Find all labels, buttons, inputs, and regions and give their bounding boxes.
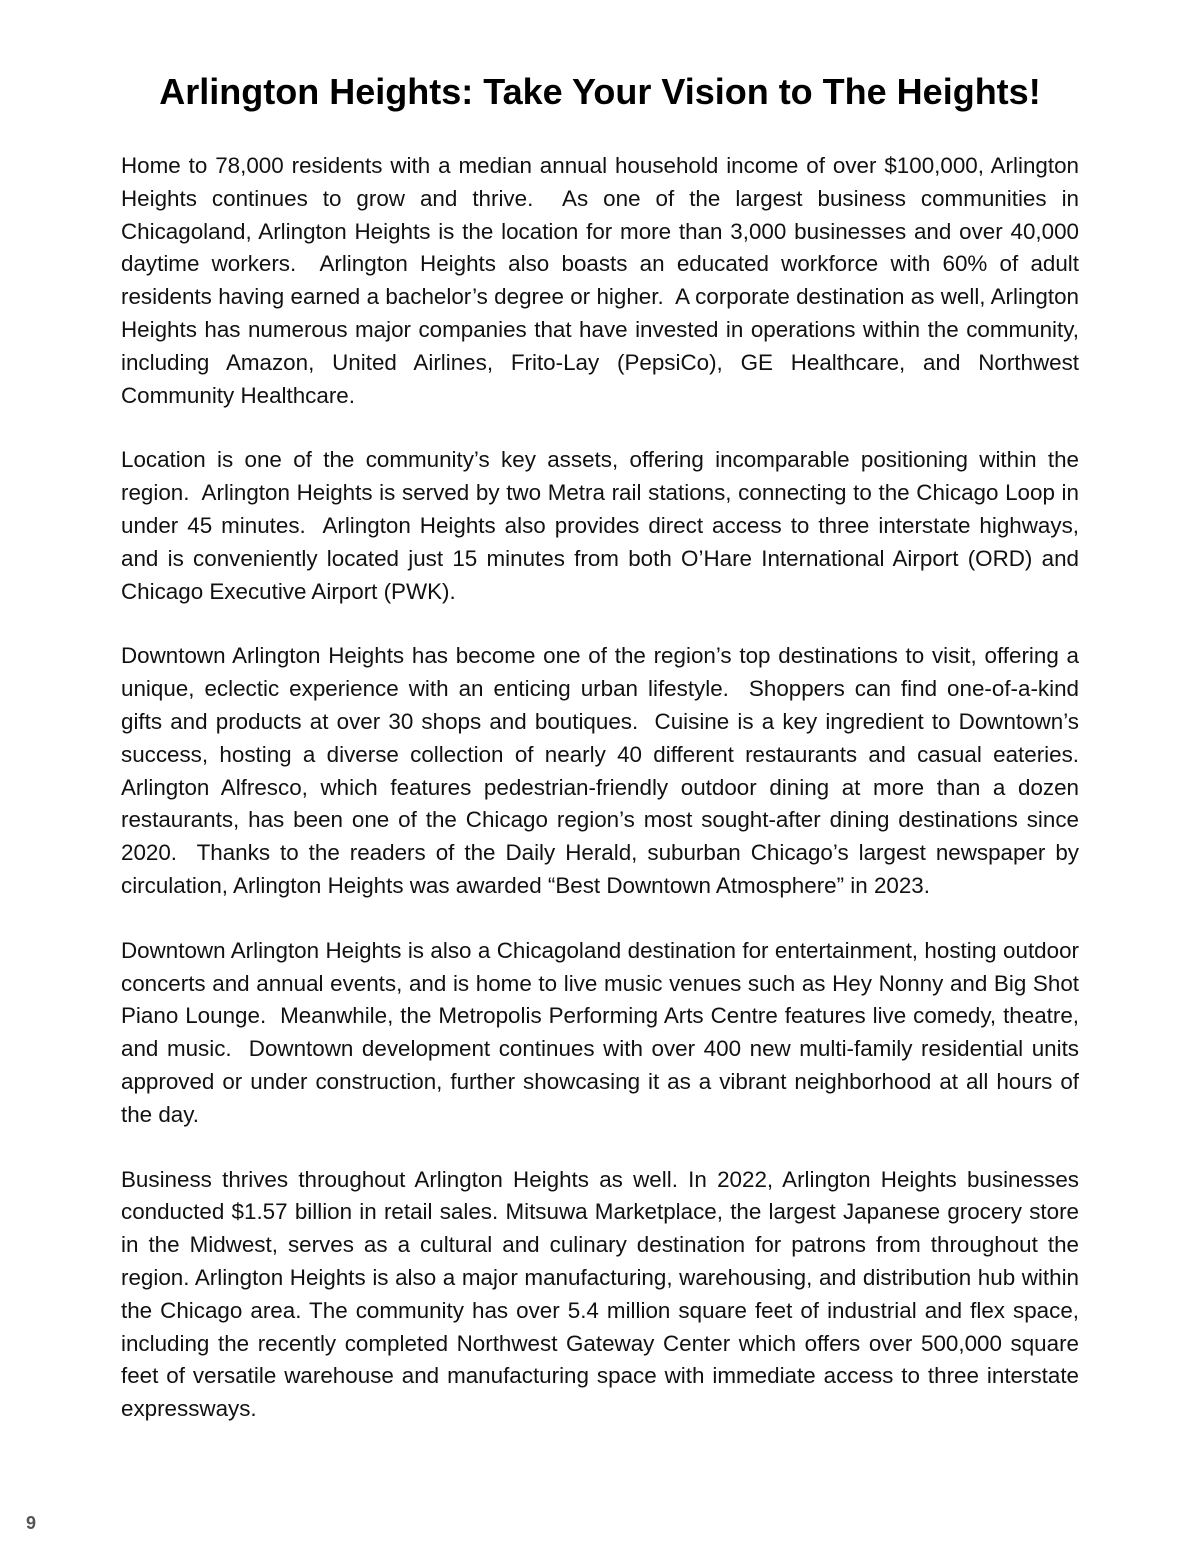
paragraph-business: Business thrives throughout Arlington Heights as well. In 2022, Arlington Heights businesses conducted $1.57 billion in retail sales. Mitsuwa Marketplace, the largest Japanese grocery store in the Midwest, serves as a cultural and culinary destination for patrons from throughout the region. Arlington Heights is also a major manufacturing, warehousing, and distribution hub within the Chicago area. The community has over 5.4 million square feet of industrial and flex space, including the recently completed Northwest Gateway Center which offers over 500,000 square feet of versatile warehouse and manufacturing space with immediate access to three interstate expressways. (121, 1166, 1086, 1422)
document-body (121, 150, 1092, 1458)
paragraph-downtown: Downtown Arlington Heights has become one of the region’s top destinations to visit, offering a unique, eclectic experience with an enticing urban lifestyle. Shoppers can find one-of-a-kind gifts and products at over 30 shops and boutiques. Cuisine is a key ingredient to Downtown’s success, hosting a diverse collection of nearly 40 different restaurants and casual eateries. Arlington Alfresco, which features pedestrian-friendly outdoor dining at more than a dozen restaurants, has been one of the Chicago region’s most sought-after dining destinations since 2020. Thanks to the readers of the Daily Herald, suburban Chicago’s largest newspaper by circulation, Arlington Heights was awarded “Best Downtown Atmosphere” in 2023. (121, 643, 1092, 898)
page-number: 9 (26, 1513, 37, 1533)
paragraph-entertainment: Downtown Arlington Heights is also a Chicagoland destination for entertainment, hosting outdoor concerts and annual events, and is home to live music venues such as Hey Nonny and Big Shot Piano Lounge. Meanwhile, the Metropolis Performing Arts Centre features live comedy, theatre, and music. Downtown development continues with over 400 new multi-family residential units approved or under construction, further showcasing it as a vibrant neighborhood at all hours of the day. (121, 937, 1086, 1127)
page-title: Arlington Heights: Take Your Vision to The Heights! (159, 71, 1041, 112)
paragraph-residents: Home to 78,000 residents with a median annual household income of over $100,000, Arlington Heights continues to grow and thrive. As one of the largest business communities in Chicagoland, Arlington Heights is the location for more than 3,000 businesses and over 40,000 daytime workers. Arlington Heights also boasts an educated workforce with 60% of adult residents having earned a bachelor’s degree or higher. A corporate destination as well, Arlington Heights has numerous major companies that have invested in operations within the community, including Amazon, United Airlines, Frito-Lay (PepsiCo), GE Healthcare, and Northwest Community Healthcare. (121, 153, 1086, 408)
paragraph-location: Location is one of the community’s key assets, offering incomparable positioning within the region. Arlington Heights is served by two Metra rail stations, connecting to the Chicago Loop in under 45 minutes. Arlington Heights also provides direct access to three interstate highways, and is conveniently located just 15 minutes from both O’Hare International Airport (ORD) and Chicago Executive Airport (PWK). (121, 447, 1086, 604)
